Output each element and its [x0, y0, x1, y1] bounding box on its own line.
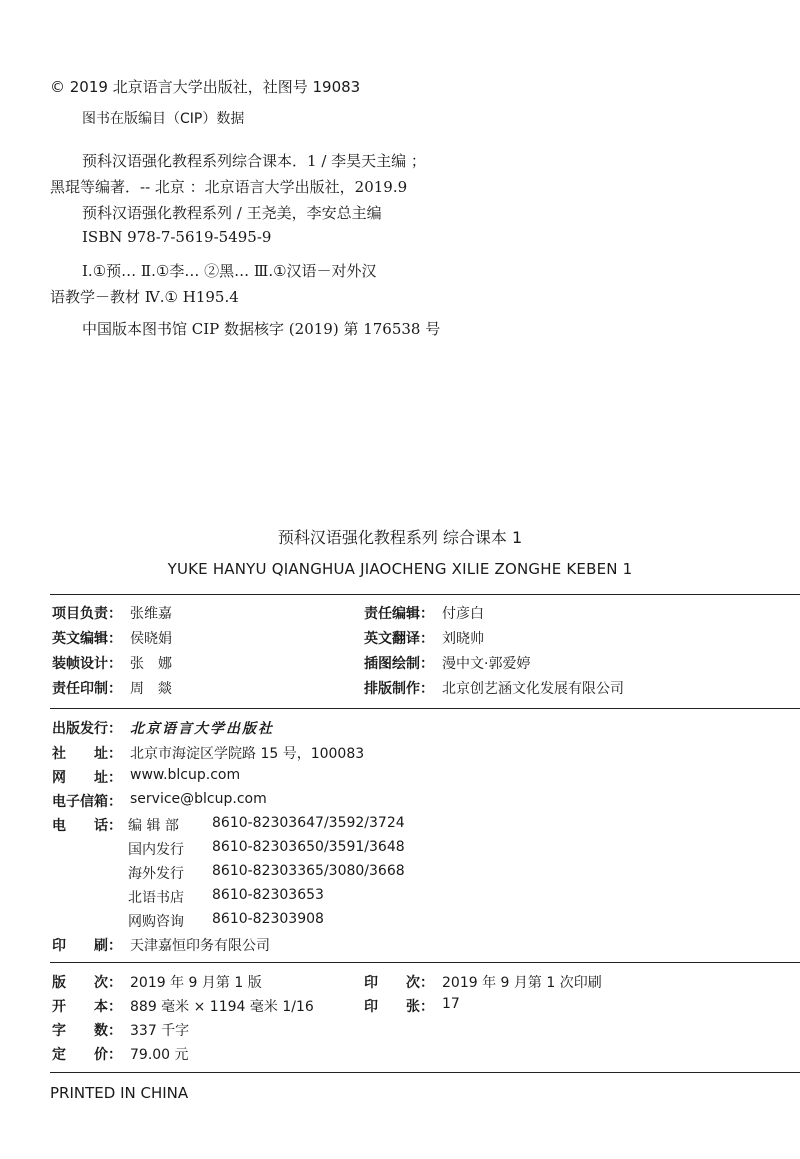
staff-label: 英文翻译：	[364, 631, 434, 647]
copyright-notice: © 2019 北京语言大学出版社，社图号 19083	[50, 78, 361, 96]
staff-value: 侯晓娟	[130, 631, 172, 647]
staff-value: 周 燚	[130, 681, 172, 697]
staff-row	[52, 653, 792, 677]
cip-line: 中国版本图书馆 CIP 数据核字 (2019) 第 176538 号	[82, 320, 441, 338]
staff-label: 插图绘制：	[364, 656, 434, 672]
price-row	[52, 1044, 792, 1068]
staff-label: 责任印制：	[52, 681, 122, 697]
phone-row	[128, 839, 528, 861]
phone-number: 8610-82303365/3080/3668	[212, 863, 405, 879]
website-value: www.blcup.com	[130, 767, 241, 783]
address-row	[52, 743, 792, 767]
format-label: 开 本：	[52, 999, 122, 1015]
phone-row	[128, 911, 528, 933]
phone-dept: 网购咨询	[128, 914, 184, 930]
staff-label: 项目负责：	[52, 606, 122, 622]
phone-number: 8610-82303653	[212, 887, 324, 903]
divider	[50, 708, 800, 709]
printer-label: 印 刷：	[52, 938, 122, 954]
cip-line: ISBN 978-7-5619-5495-9	[82, 228, 272, 246]
impression-value: 2019 年 9 月第 1 次印刷	[442, 975, 602, 991]
email-row	[52, 791, 792, 815]
phone-dept: 北语书店	[128, 890, 184, 906]
format-value: 889 毫米 × 1194 毫米 1/16	[130, 999, 314, 1015]
phone-label: 电 话：	[52, 818, 122, 834]
website-label: 网 址：	[52, 770, 122, 786]
cip-line: 黑琨等编著．-- 北京 ：北京语言大学出版社，2019.9	[50, 178, 408, 196]
staff-value: 付彦白	[442, 606, 484, 622]
staff-value: 刘晓帅	[442, 631, 484, 647]
publisher-name: 北京语言大学出版社	[130, 721, 274, 737]
staff-label: 装帧设计：	[52, 656, 122, 672]
series-title: 预科汉语强化教程系列 综合课本 1	[277, 528, 523, 547]
cip-line: 预科汉语强化教程系列 / 王尧美，李安总主编	[82, 204, 382, 222]
staff-value: 北京创艺涵文化发展有限公司	[442, 681, 624, 697]
staff-label: 排版制作：	[364, 681, 434, 697]
staff-label: 英文编辑：	[52, 631, 122, 647]
phone-row	[128, 863, 528, 885]
sheets-value: 17	[442, 996, 460, 1012]
words-label: 字 数：	[52, 1023, 122, 1039]
staff-row	[52, 603, 792, 627]
phone-dept: 海外发行	[128, 866, 184, 882]
format-row	[52, 996, 792, 1020]
printed-in-china: PRINTED IN CHINA	[50, 1084, 189, 1102]
impression-label: 印 次：	[364, 975, 434, 991]
staff-row	[52, 628, 792, 652]
website-row	[52, 767, 792, 791]
words-row	[52, 1020, 792, 1044]
edition-row	[52, 972, 792, 996]
staff-value: 张 娜	[130, 656, 172, 672]
phone-number: 8610-82303650/3591/3648	[212, 839, 405, 855]
cip-line: 语教学－教材 Ⅳ.① H195.4	[50, 288, 239, 306]
phone-row	[128, 815, 528, 837]
series-pinyin: YUKE HANYU QIANGHUA JIAOCHENG XILIE ZONGHE KEBEN 1	[167, 560, 633, 578]
printer-row	[52, 935, 792, 959]
staff-label: 责任编辑：	[364, 606, 434, 622]
staff-value: 张维嘉	[130, 606, 172, 622]
sheets-label: 印 张：	[364, 999, 434, 1015]
edition-value: 2019 年 9 月第 1 版	[130, 975, 262, 991]
price-label: 定 价：	[52, 1047, 122, 1063]
words-value: 337 千字	[130, 1023, 190, 1039]
phone-number: 8610-82303908	[212, 911, 324, 927]
cip-heading: 图书在版编目（CIP）数据	[82, 111, 245, 127]
staff-row	[52, 678, 792, 702]
divider	[50, 594, 800, 595]
phone-dept: 国内发行	[128, 842, 184, 858]
phone-dept: 编 辑 部	[128, 818, 179, 834]
address-value: 北京市海淀区学院路 15 号，100083	[130, 746, 365, 762]
phone-number: 8610-82303647/3592/3724	[212, 815, 405, 831]
publisher-row	[52, 718, 792, 742]
cip-line: 预科汉语强化教程系列综合课本．1 / 李昊天主编 ；	[82, 152, 426, 170]
email-value: service@blcup.com	[130, 791, 267, 807]
address-label: 社 址：	[52, 746, 122, 762]
phone-row	[128, 887, 528, 909]
divider	[50, 1072, 800, 1073]
email-label: 电子信箱：	[52, 794, 122, 810]
cip-line: Ⅰ.①预… Ⅱ.①李… ②黑… Ⅲ.①汉语－对外汉	[82, 262, 377, 280]
divider	[50, 962, 800, 963]
publisher-label: 出版发行：	[52, 721, 122, 737]
price-value: 79.00 元	[130, 1047, 189, 1063]
printer-value: 天津嘉恒印务有限公司	[130, 938, 270, 954]
edition-label: 版 次：	[52, 975, 122, 991]
staff-value: 漫中文·郭爱婷	[442, 656, 531, 672]
